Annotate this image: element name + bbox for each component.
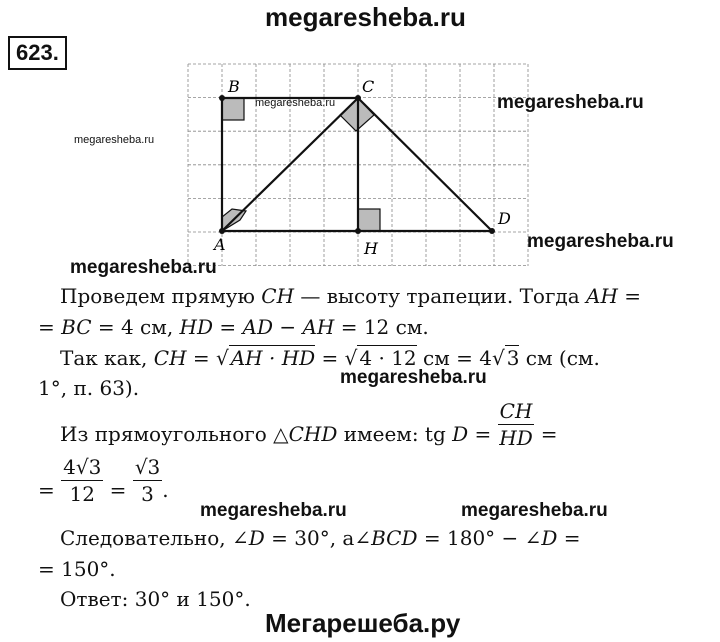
watermark-right-1: megaresheba.ru (497, 92, 644, 113)
watermark-mid-3: megaresheba.ru (461, 500, 608, 521)
watermark-small-left: megaresheba.ru (74, 134, 155, 146)
watermark-bottom: Мегарешеба.ру (265, 608, 461, 638)
text-line-1: Проведем прямую CH — высоту трапеции. Тогда AH = (60, 284, 642, 308)
watermark-top: megaresheba.ru (265, 2, 466, 32)
watermark-mid-1: megaresheba.ru (340, 367, 487, 388)
text-line-5: Из прямоугольного △CHD имеем: tg D = $\frac{CH}{HD}$ = (60, 399, 558, 450)
watermark-mid-2: megaresheba.ru (200, 500, 347, 521)
label-d: D (498, 209, 511, 228)
label-b: B (228, 77, 240, 96)
angle-mark-b (222, 98, 244, 120)
text-line-9-answer: Ответ: 30° и 150°. (60, 587, 251, 611)
angle-mark-h (358, 209, 380, 231)
watermark-left-1: megaresheba.ru (70, 257, 217, 278)
label-h: H (364, 239, 378, 258)
text-line-8: = 150°. (38, 557, 116, 581)
text-line-7: Следовательно, ∠D = 30°, a∠BCD = 180° − ∠D = (60, 526, 581, 550)
label-a: A (214, 235, 226, 254)
text-line-2: = BC = 4 см, HD = AD − AH = 12 см. (38, 315, 429, 339)
trapezoid-lines (222, 98, 492, 231)
label-c: C (362, 77, 375, 96)
text-line-4: 1°, п. 63). (38, 376, 140, 400)
problem-number: 623. (8, 36, 67, 70)
watermark-small-figure: megaresheba.ru (255, 97, 336, 109)
watermark-right-2: megaresheba.ru (527, 231, 674, 252)
text-line-6: = $\frac{4√3}{12}$ = $\frac{√3}{3}$ . (38, 455, 169, 506)
text-line-3: Так как, CH = √ AH · HD = √ 4 · 12 см = 4√ 3 см (см. (60, 346, 600, 370)
